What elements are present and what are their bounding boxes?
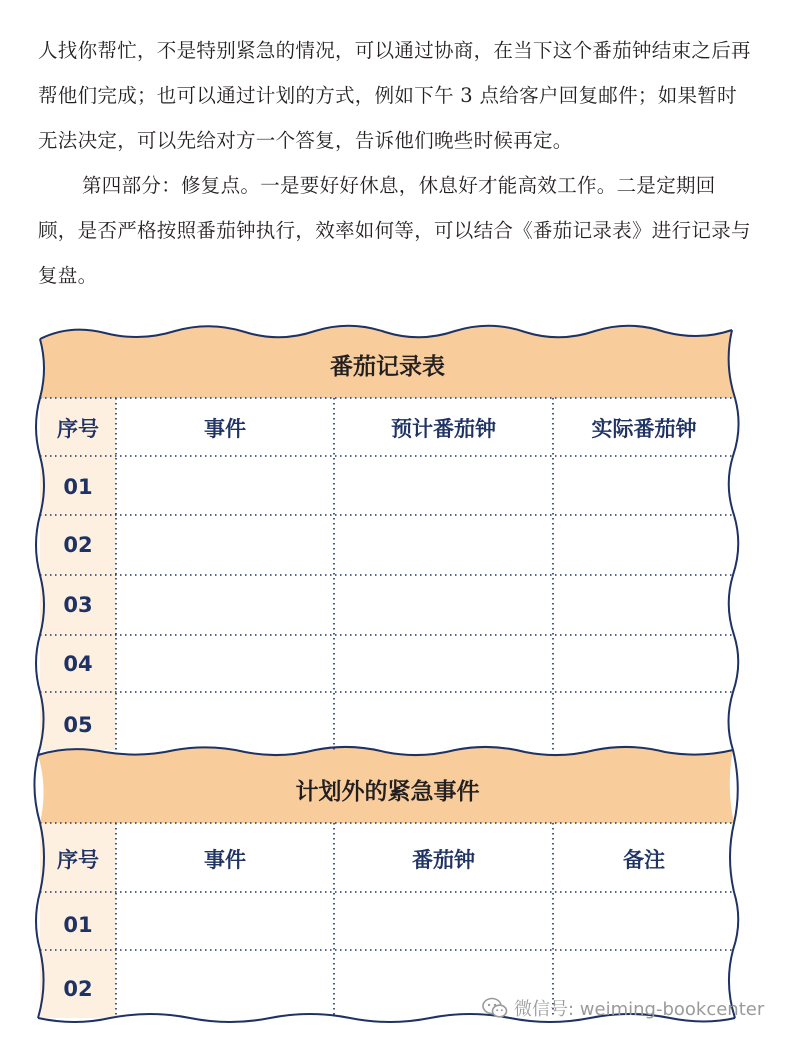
watermark	[482, 992, 764, 1024]
record-row-number: 01	[63, 475, 93, 499]
record-number-column	[40, 398, 116, 750]
wechat-icon	[482, 997, 508, 1019]
urgent-header-event: 事件	[204, 848, 246, 872]
watermark-text: 微信号: weiming-bookcenter	[514, 999, 765, 1020]
record-row-number: 02	[63, 533, 93, 557]
urgent-row-number: 02	[63, 977, 93, 1001]
urgent-header-tomato: 番茄钟	[412, 848, 475, 872]
record-row-number: 05	[63, 713, 93, 737]
paragraph-2: 第四部分：修复点。一是要好好休息，休息好才能高效工作。二是定期回顾，是否严格按照番茄钟执行，效率如何等，可以结合《番茄记录表》进行记录与复盘。	[38, 174, 751, 287]
record-header-number: 序号	[57, 417, 99, 441]
record-grid-lines	[40, 398, 735, 752]
record-table-title: 番茄记录表	[330, 354, 445, 380]
paragraph-1: 人找你帮忙，不是特别紧急的情况，可以通过协商，在当下这个番茄钟结束之后再帮他们完成；也可以通过计划的方式，例如下午 3 点给客户回复邮件；如果暂时无法决定，可以先给对方一个答复，告诉他们晚些时候再定。	[38, 39, 751, 152]
record-header-estimated: 预计番茄钟	[391, 417, 496, 441]
record-header-event: 事件	[204, 417, 246, 441]
urgent-header-notes: 备注	[623, 848, 665, 872]
record-header-actual: 实际番茄钟	[591, 417, 697, 441]
record-row-number: 04	[63, 652, 93, 676]
urgent-table-title: 计划外的紧急事件	[295, 779, 480, 805]
urgent-header-number: 序号	[57, 848, 99, 872]
urgent-row-number: 01	[63, 913, 93, 937]
record-row-number: 03	[63, 593, 93, 617]
